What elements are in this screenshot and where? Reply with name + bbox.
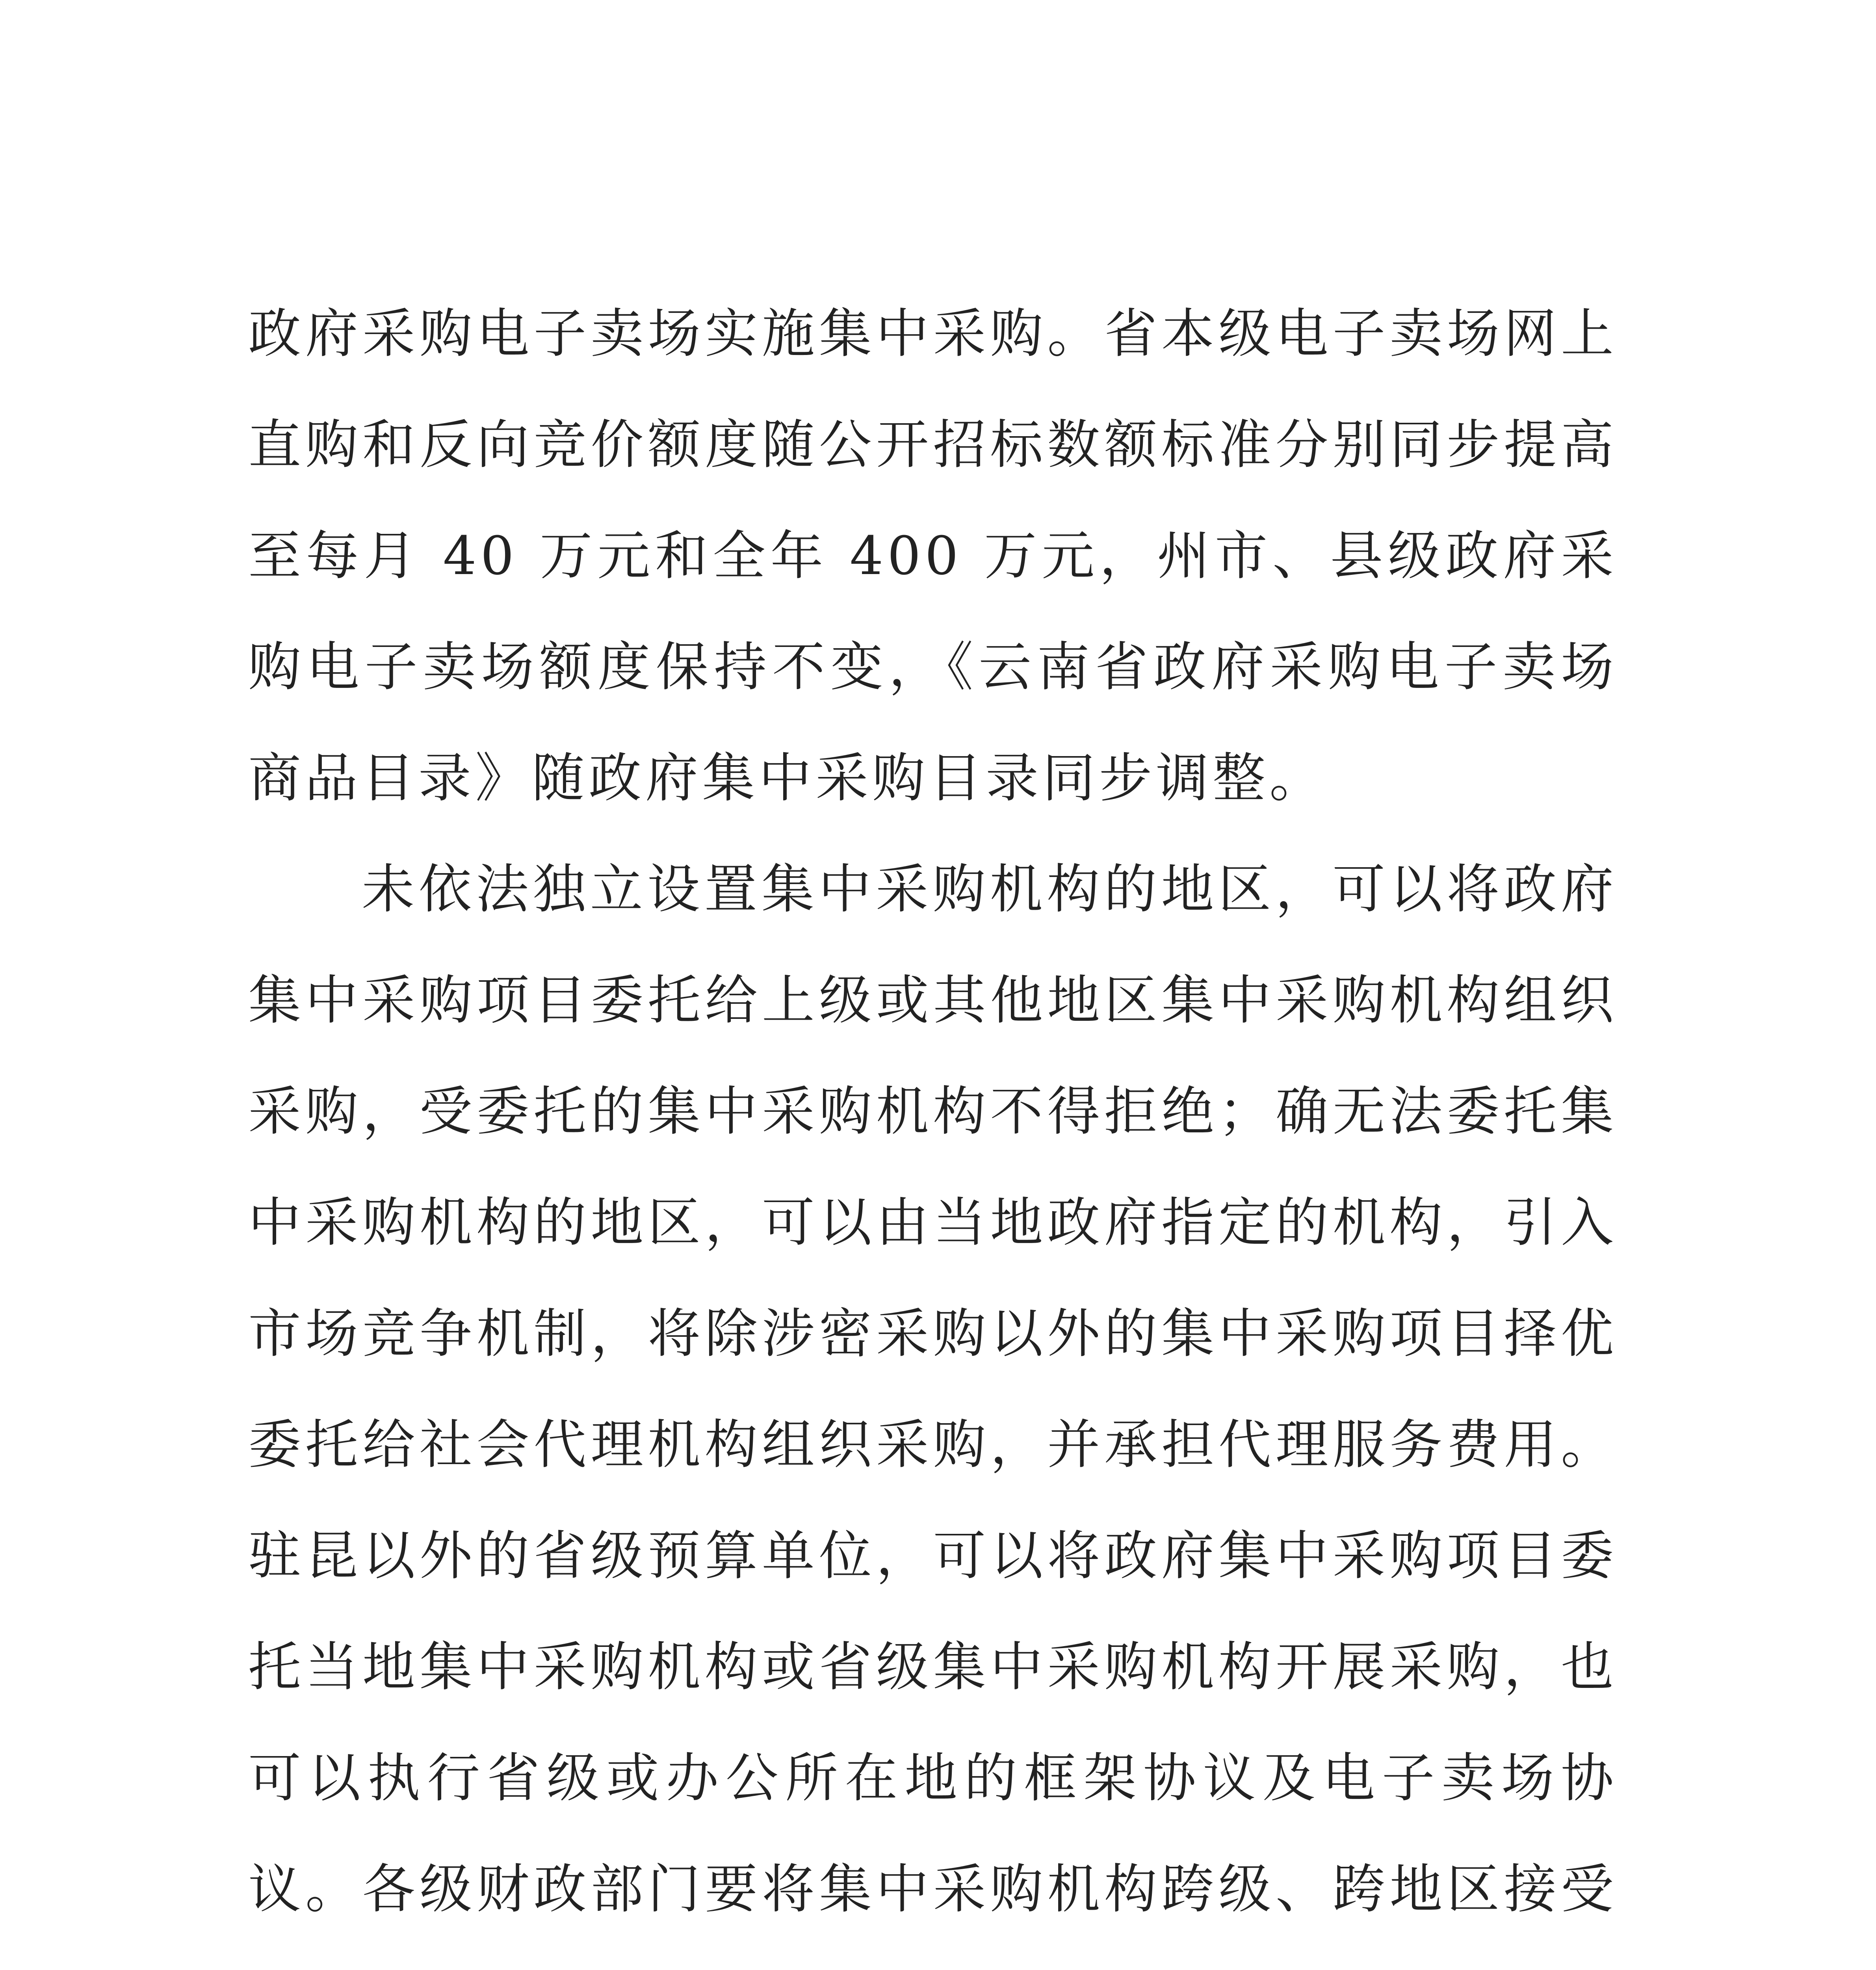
paragraph-centralized-procurement-agency: 未依法独立设置集中采购机构的地区，可以将政府集中采购项目委托给上级或其他地区集中采购机构组织采购，受委托的集中采购机构不得拒绝；确无法委托集中采购机构的地区，可以由当地政府指定的机构，引入市场竞争机制，将除涉密采购以外的集中采购项目择优委托给社会代理机构组织采购，并承担代理服务费用。驻昆以外的省级预算单位，可以将政府集中采购项目委托当地集中采购机构或省级集中采购机构开展采购，也可以执行省级或办公所在地的框架协议及电子卖场协议。各级财政部门要将集中采购机构跨级、跨地区接受: [248, 859, 1618, 1920]
body-text: [248, 278, 1618, 1970]
paragraph-continued: 政府采购电子卖场实施集中采购。省本级电子卖场网上直购和反向竞价额度随公开招标数额标准分别同步提高至每月 40 万元和全年 400 万元，州市、县级政府采购电子卖场额度保持不变，《云南省政府采购电子卖场商品目录》随政府集中采购目录同步调整。: [248, 303, 1618, 809]
